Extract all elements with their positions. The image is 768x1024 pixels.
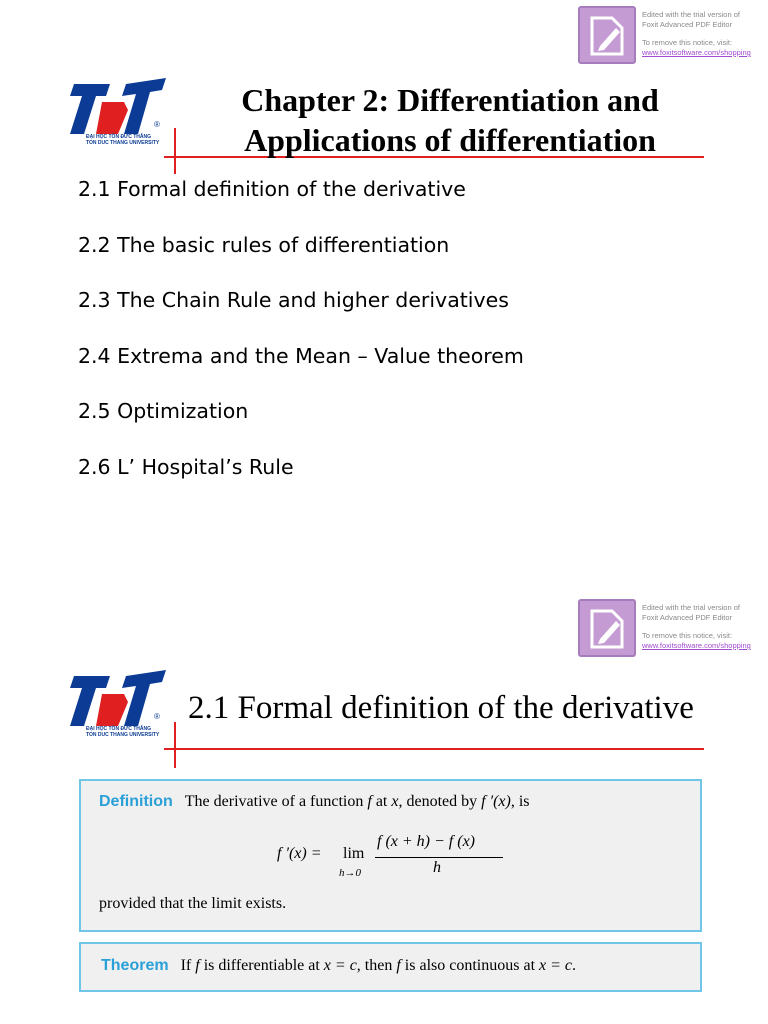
logo-caption	[86, 726, 166, 738]
math-f: f	[195, 957, 200, 974]
math-condition: x = c	[323, 957, 357, 974]
math-f: f	[396, 957, 401, 974]
toc-item: 2.5 Optimization	[78, 399, 249, 424]
foxit-watermark	[578, 599, 758, 659]
math-fprime: f ′(x)	[481, 793, 511, 810]
formula-lim-subscript: h→0	[339, 867, 361, 879]
theorem-box	[79, 942, 702, 992]
definition-text: The derivative of a function	[184, 793, 364, 810]
university-logo	[66, 668, 168, 750]
title-divider	[174, 722, 176, 768]
definition-text: , denoted by	[398, 793, 478, 810]
theorem-label: Theorem	[101, 957, 169, 974]
definition-text: at	[375, 793, 388, 810]
math-f: f	[367, 793, 372, 810]
tdt-logo-icon	[66, 76, 168, 136]
title-divider	[174, 128, 176, 174]
definition-statement	[99, 793, 530, 811]
toc-item: 2.3 The Chain Rule and higher derivatives	[78, 288, 509, 313]
formula-lhs: f ′(x) =	[277, 845, 322, 862]
watermark-line-3: To remove this notice, visit:	[642, 631, 733, 640]
derivative-formula	[277, 821, 517, 881]
chapter-title-line-1: Chapter 2: Differentiation and	[241, 82, 659, 118]
table-of-contents	[78, 174, 524, 508]
theorem-text: is differentiable at	[203, 957, 320, 974]
watermark-line-3: To remove this notice, visit:	[642, 38, 733, 47]
logo-caption	[86, 134, 166, 146]
toc-item: 2.6 L’ Hospital’s Rule	[78, 454, 294, 479]
registered-mark: ®	[154, 712, 160, 721]
logo-caption-vn: ĐẠI HỌC TÔN ĐỨC THẮNG	[86, 726, 151, 732]
definition-condition: provided that the limit exists.	[99, 895, 287, 912]
theorem-statement	[101, 957, 576, 975]
toc-item: 2.1 Formal definition of the derivative	[78, 177, 466, 201]
watermark-link[interactable]: www.foxitsoftware.com/shopping	[642, 48, 751, 57]
foxit-watermark	[578, 6, 758, 66]
math-x: x	[391, 793, 399, 810]
watermark-line-1: Edited with the trial version of	[642, 10, 740, 19]
formula-denominator: h	[433, 859, 441, 876]
theorem-text: is also continuous at	[404, 957, 536, 974]
registered-mark: ®	[154, 120, 160, 129]
watermark-line-2: Foxit Advanced PDF Editor	[642, 20, 733, 29]
logo-caption-en: TON DUC THANG UNIVERSITY	[86, 732, 160, 738]
definition-label: Definition	[99, 793, 173, 810]
definition-box	[79, 779, 702, 932]
watermark-line-2: Foxit Advanced PDF Editor	[642, 613, 733, 622]
theorem-text: , then	[356, 957, 393, 974]
university-logo	[66, 76, 168, 158]
watermark-line-1: Edited with the trial version of	[642, 603, 740, 612]
tdt-logo-icon	[66, 668, 168, 728]
math-condition: x = c	[539, 957, 573, 974]
watermark-text	[642, 10, 762, 58]
theorem-text: .	[572, 957, 577, 974]
logo-caption-en: TON DUC THANG UNIVERSITY	[86, 140, 160, 146]
formula-lim: lim	[343, 845, 365, 862]
theorem-text: If	[180, 957, 192, 974]
toc-item: 2.4 Extrema and the Mean – Value theorem	[78, 343, 524, 368]
watermark-text	[642, 603, 762, 651]
chapter-title-line-2: Applications of differentiation	[244, 122, 656, 158]
watermark-link[interactable]: www.foxitsoftware.com/shopping	[642, 641, 751, 650]
formula-numerator: f (x + h) − f (x)	[377, 833, 475, 850]
title-underline	[164, 748, 704, 750]
logo-caption-vn: ĐẠI HỌC TÔN ĐỨC THẮNG	[86, 134, 151, 140]
pencil-edit-icon	[578, 599, 636, 657]
chapter-title	[190, 80, 710, 160]
definition-text: , is	[510, 793, 530, 810]
section-title: 2.1 Formal definition of the derivative	[188, 690, 694, 726]
pencil-edit-icon	[578, 6, 636, 64]
toc-item: 2.2 The basic rules of differentiation	[78, 232, 450, 257]
fraction-bar	[375, 857, 503, 858]
